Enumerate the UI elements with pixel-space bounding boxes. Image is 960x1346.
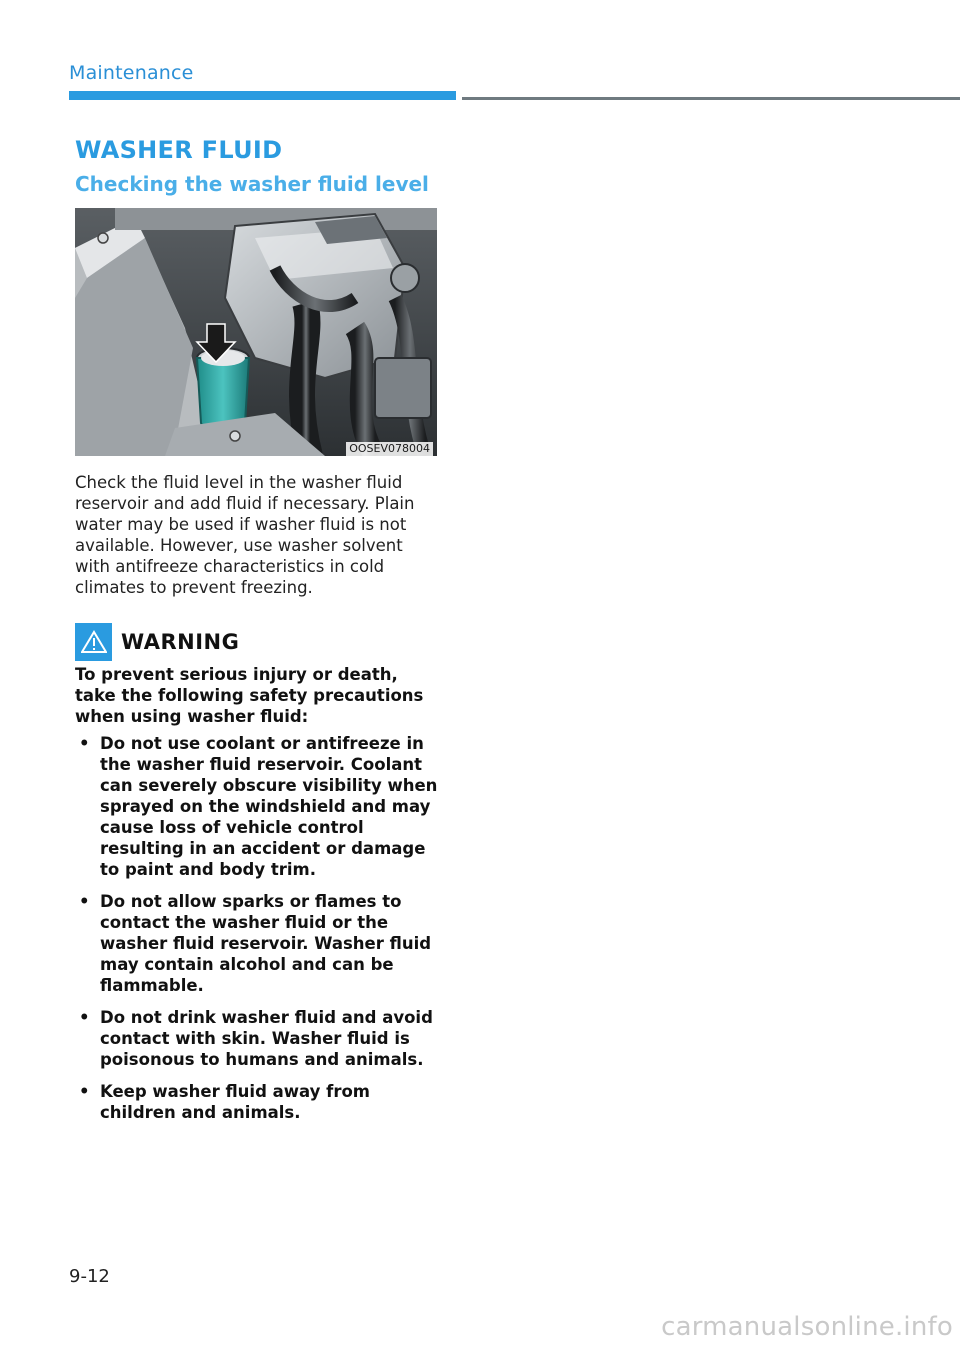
list-item-text: Do not drink washer fluid and avoid contact with skin. Washer fluid is poisonous to humans and animals. [100, 1008, 433, 1069]
list-item [75, 1081, 440, 1123]
warning-list [75, 733, 440, 1134]
list-item-text: Do not allow sparks or flames to contact the washer fluid or the washer fluid reservoir. Washer fluid may contain alcohol and can be flammable. [100, 892, 432, 995]
list-item [75, 891, 440, 996]
engine-bay-drawing [75, 208, 437, 456]
list-item-text: Keep washer fluid away from children and animals. [100, 1082, 370, 1122]
section-title: WASHER FLUID [75, 136, 283, 164]
list-item [75, 1007, 440, 1070]
running-header: Maintenance [69, 62, 194, 84]
warning-triangle-icon [75, 623, 112, 661]
watermark: carmanualsonline.info [661, 1312, 953, 1342]
warning-label: WARNING [121, 630, 240, 654]
engine-bay-illustration [75, 208, 437, 456]
warning-heading [75, 623, 239, 661]
page-number: 9-12 [69, 1266, 110, 1287]
body-paragraph: Check the fluid level in the washer fluid reservoir and add fluid if necessary. Plain water may be used if washer fluid is not available. However, use washer solvent with antifreeze characteristics in cold climates to prevent freezing. [75, 473, 415, 597]
warning-intro: To prevent serious injury or death, take the following safety precautions when using washer fluid: [75, 665, 424, 726]
list-item [75, 733, 440, 880]
header-rule-accent [69, 91, 456, 100]
sub-title: Checking the washer fluid level [75, 172, 429, 196]
bullet-icon: • [79, 892, 90, 911]
figure-code: OOSEV078004 [346, 442, 433, 456]
list-item-text: Do not use coolant or antifreeze in the washer fluid reservoir. Coolant can severely obscure visibility when sprayed on the windshield and may cause loss of vehicle control resulting in an accident or damage to paint and body trim. [100, 734, 438, 879]
bullet-icon: • [79, 1082, 90, 1101]
bullet-icon: • [79, 734, 90, 753]
header-rule-divider [462, 97, 960, 100]
bullet-icon: • [79, 1008, 90, 1027]
